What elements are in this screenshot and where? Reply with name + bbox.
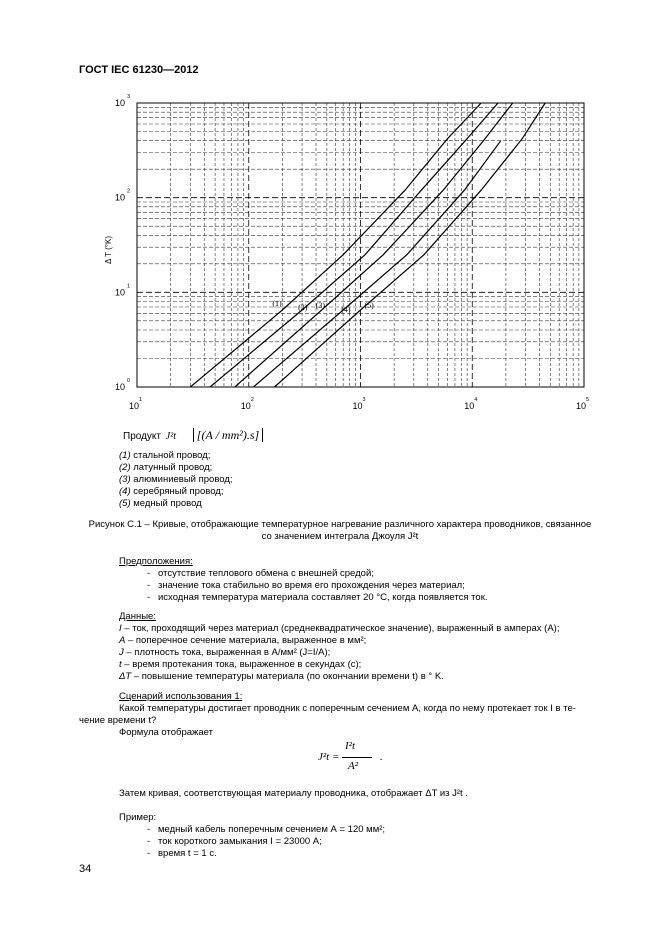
formula-period: . xyxy=(380,751,383,763)
formula-intro: Формула отображает xyxy=(119,727,214,738)
data-line: I – ток, проходящий через материал (среднеквадратическое значение), выраженный в амперах (А); xyxy=(119,623,560,634)
page-number: 34 xyxy=(79,863,92,875)
y-tick-label: 10 xyxy=(115,287,126,298)
example-item: - время t = 1 с. xyxy=(147,848,579,860)
x-axis-label xyxy=(123,429,263,443)
formula-fraction-bar xyxy=(342,757,372,758)
x-tick-label: 10 xyxy=(129,401,140,411)
x-tick-exponent: 5 xyxy=(586,397,590,403)
legend-item: (3) алюминиевый провод; xyxy=(119,474,233,485)
legend-item: (5) медный провод xyxy=(119,498,202,509)
assumptions-section xyxy=(119,556,609,604)
formula-denominator: A² xyxy=(348,760,359,772)
curve-5 xyxy=(275,103,546,387)
y-tick-exponent: 2 xyxy=(127,188,131,195)
legend-item: (1) стальной провод; xyxy=(119,450,211,461)
assumption-item: - значение тока стабильно во время его прохождения через материал; xyxy=(147,580,609,592)
curve-legend xyxy=(119,450,233,510)
example-item: - ток короткого замыкания I = 23000 А; xyxy=(147,836,579,848)
curve-label: (4) xyxy=(341,305,351,315)
y-tick-label: 10 xyxy=(115,192,126,203)
y-tick-exponent: 0 xyxy=(127,378,131,384)
scenario-then: Затем кривая, соответствующая материалу проводника, отображает ΔT из J²t . xyxy=(119,788,468,799)
x-label-expr: J²t xyxy=(165,431,176,442)
x-tick-exponent: 4 xyxy=(474,397,478,403)
y-tick-label: 10 xyxy=(115,98,126,108)
curve-label: (2) xyxy=(298,303,308,313)
data-heading: Данные: xyxy=(119,611,156,622)
figure-caption xyxy=(60,519,620,543)
scenario-text-2: чение времени t? xyxy=(79,715,157,726)
caption-line-1: Рисунок С.1 – Кривые, отображающие температурное нагревание различного характера проводников, связанное xyxy=(88,519,592,530)
legend-item: (4) серебряный провод; xyxy=(119,486,224,497)
y-axis-label: Δ T (°K) xyxy=(104,236,113,264)
assumption-item: - отсутствие теплового обмена с внешней средой; xyxy=(147,568,609,580)
scenario-heading: Сценарий использования 1: xyxy=(119,691,243,702)
scenario-section xyxy=(79,691,619,739)
curve-label: (5) xyxy=(364,301,374,311)
x-tick-exponent: 3 xyxy=(362,397,366,403)
data-line: A – поперечное сечение материала, выраженное в мм²; xyxy=(119,635,367,646)
x-tick-label: 10 xyxy=(240,401,251,411)
x-label-unit: [(A / mm²).s] xyxy=(193,428,263,442)
y-tick-exponent: 1 xyxy=(127,283,131,290)
data-line: ΔT – повышение температуры материала (по окончании времени t) в ° K. xyxy=(119,671,444,682)
assumption-item: - исходная температура материала составляет 20 °C, когда появляется ток. xyxy=(147,592,609,604)
example-item: - медный кабель поперечным сечением А = 120 мм²; xyxy=(147,824,579,836)
formula-numerator: I²t xyxy=(345,740,356,752)
data-line: t – время протекания тока, выраженное в секундах (с); xyxy=(119,659,362,670)
x-tick-label: 10 xyxy=(352,401,363,411)
joule-integral-chart xyxy=(100,90,600,420)
x-label-prefix: Продукт xyxy=(123,431,161,442)
curve-label: (3) xyxy=(315,301,326,311)
y-tick-exponent: 3 xyxy=(127,94,131,100)
data-section xyxy=(119,611,619,683)
x-tick-exponent: 1 xyxy=(139,397,143,403)
caption-line-2: со значением интеграла Джоуля J²t xyxy=(261,531,419,542)
x-tick-exponent: 2 xyxy=(250,397,254,403)
example-heading: Пример: xyxy=(119,812,157,823)
example-section xyxy=(119,812,579,860)
formula-lhs: J²t = xyxy=(318,751,340,763)
assumptions-heading: Предположения: xyxy=(119,556,193,567)
page-header: ГОСТ IEC 61230—2012 xyxy=(79,64,199,76)
scenario-text-1: Какой температуры достигает проводник с поперечным сечением A, когда по нему протекает ток I в те- xyxy=(119,703,576,714)
legend-item: (2) латунный провод; xyxy=(119,462,213,473)
x-tick-label: 10 xyxy=(576,401,587,411)
x-tick-label: 10 xyxy=(464,401,475,411)
data-line: J – плотность тока, выраженная в А/мм² (J=I/A); xyxy=(119,647,331,658)
y-tick-label: 10 xyxy=(115,382,126,392)
curve-label: (1) xyxy=(272,299,282,309)
